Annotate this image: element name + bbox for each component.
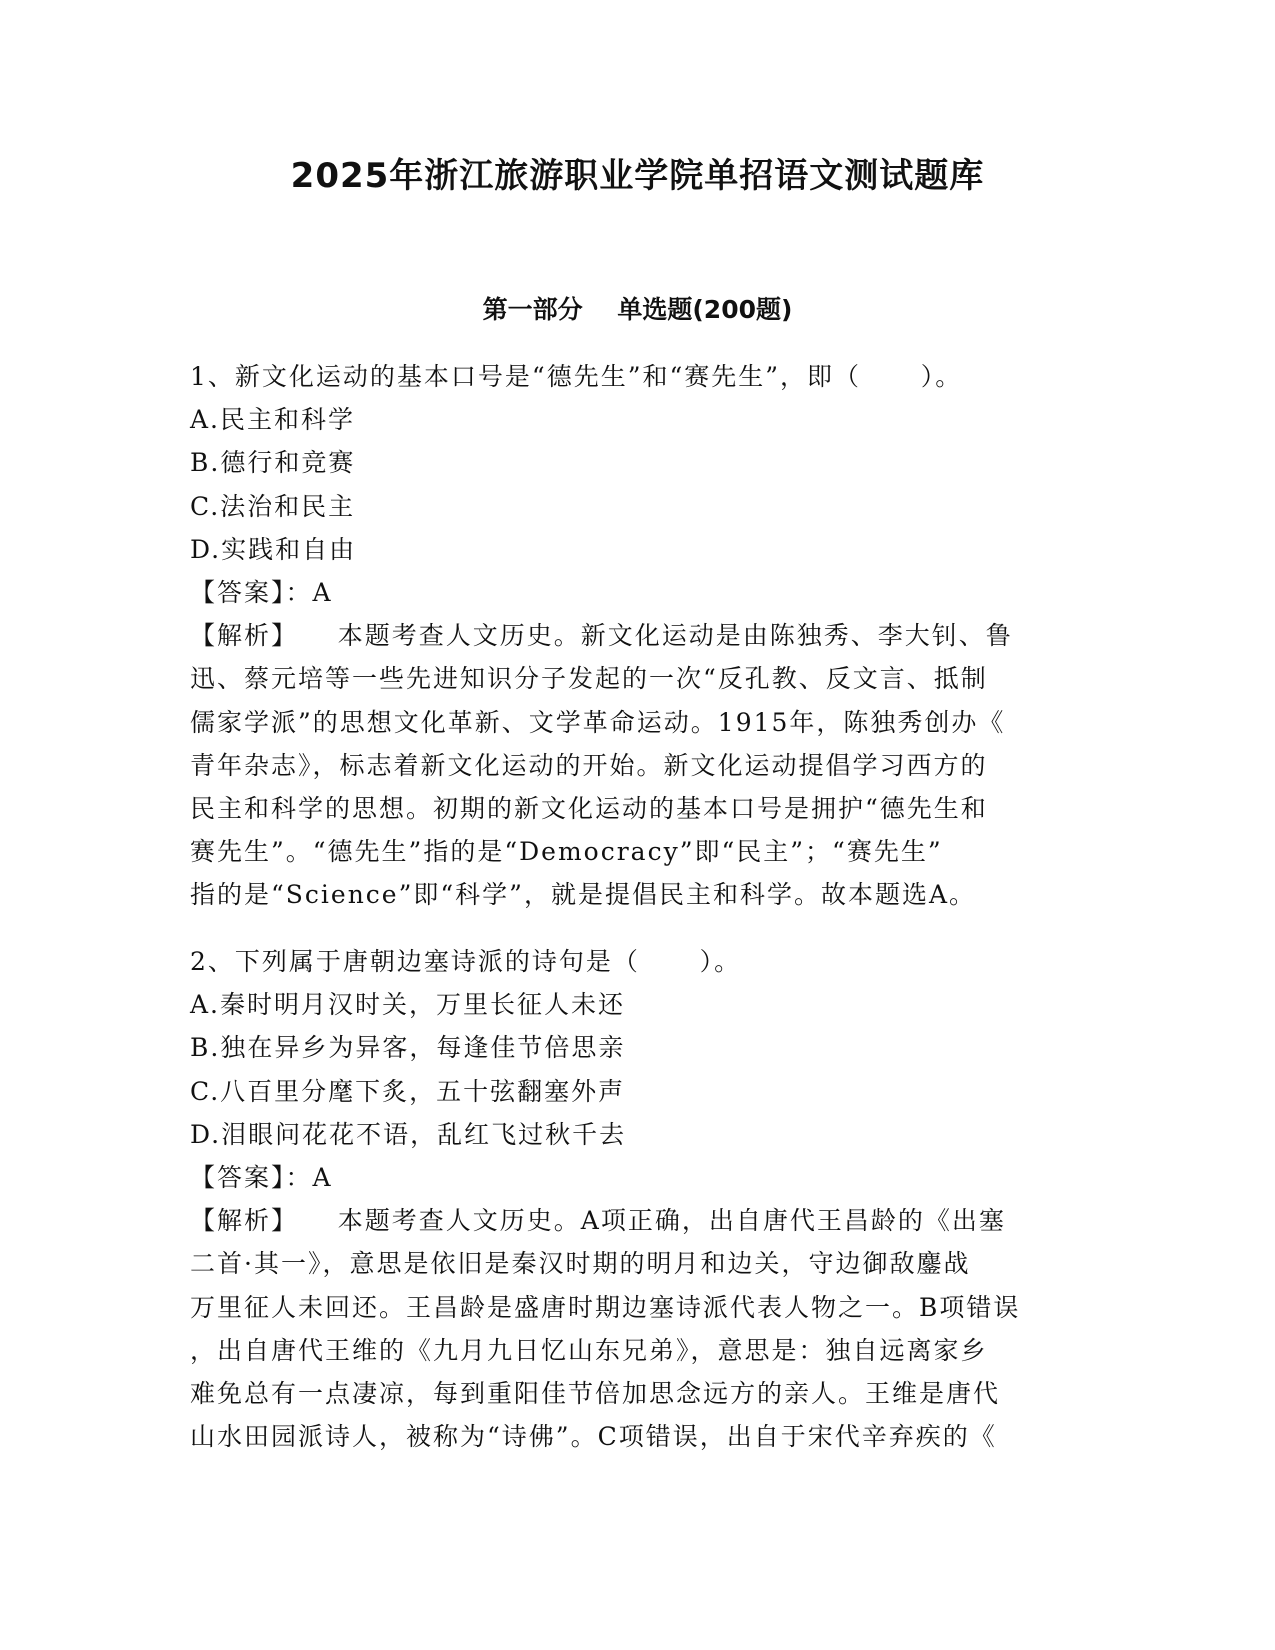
question-1 <box>190 355 1090 916</box>
option-b: B.德行和竞赛 <box>190 448 356 478</box>
analysis-line: 二首·其一》，意思是依旧是秦汉时期的明月和边关，守边御敌鏖战 <box>190 1249 971 1279</box>
document-title: 2025年浙江旅游职业学院单招语文测试题库 <box>290 156 985 196</box>
analysis-line: 指的是“Science”即“科学”，就是提倡民主和科学。故本题选A。 <box>190 880 976 910</box>
analysis-line: 青年杂志》，标志着新文化运动的开始。新文化运动提倡学习西方的 <box>190 750 988 780</box>
question-stem: 1、新文化运动的基本口号是“德先生”和“赛先生”，即（ ）。 <box>190 362 963 391</box>
analysis-line: 民主和科学的思想。初期的新文化运动的基本口号是拥护“德先生和 <box>190 793 988 823</box>
analysis-line: 【解析】 本题考查人文历史。A项正确，出自唐代王昌龄的《出塞 <box>190 1206 1006 1236</box>
option-a: A.民主和科学 <box>190 405 356 435</box>
answer-line: 【答案】：A <box>190 1162 333 1192</box>
analysis-line: 迅、蔡元培等一些先进知识分子发起的一次“反孔教、反文言、抵制 <box>190 664 988 694</box>
option-d: D.泪眼问花花不语，乱红飞过秋千去 <box>190 1119 627 1149</box>
option-d: D.实践和自由 <box>190 534 357 564</box>
answer-line: 【答案】：A <box>190 577 333 607</box>
option-c: C.八百里分麾下炙，五十弦翻塞外声 <box>190 1076 626 1106</box>
analysis-line: 万里征人未回还。王昌龄是盛唐时期边塞诗派代表人物之一。B项错误 <box>190 1292 1021 1322</box>
option-a: A.秦时明月汉时关，万里长征人未还 <box>190 990 626 1020</box>
option-b: B.独在异乡为异客，每逢佳节倍思亲 <box>190 1033 626 1063</box>
analysis-line: 山水田园派诗人，被称为“诗佛”。C项错误，出自于宋代辛弃疾的《 <box>190 1422 997 1452</box>
question-stem: 2、下列属于唐朝边塞诗派的诗句是（ ）。 <box>190 947 742 976</box>
analysis-line: 赛先生”。“德先生”指的是“Democracy”即“民主”；“赛先生” <box>190 837 943 867</box>
analysis-line: 【解析】 本题考查人文历史。新文化运动是由陈独秀、李大钊、鲁 <box>190 621 1013 651</box>
question-2 <box>190 940 1090 1458</box>
section-heading: 第一部分 单选题(200题) <box>482 295 793 324</box>
analysis-line: 难免总有一点凄凉，每到重阳佳节倍加思念远方的亲人。王维是唐代 <box>190 1378 1001 1408</box>
option-c: C.法治和民主 <box>190 491 356 521</box>
analysis-line: 儒家学派”的思想文化革新、文学革命运动。1915年，陈独秀创办《 <box>190 707 1006 737</box>
analysis-line: ，出自唐代王维的《九月九日忆山东兄弟》，意思是：独自远离家乡 <box>190 1335 988 1365</box>
